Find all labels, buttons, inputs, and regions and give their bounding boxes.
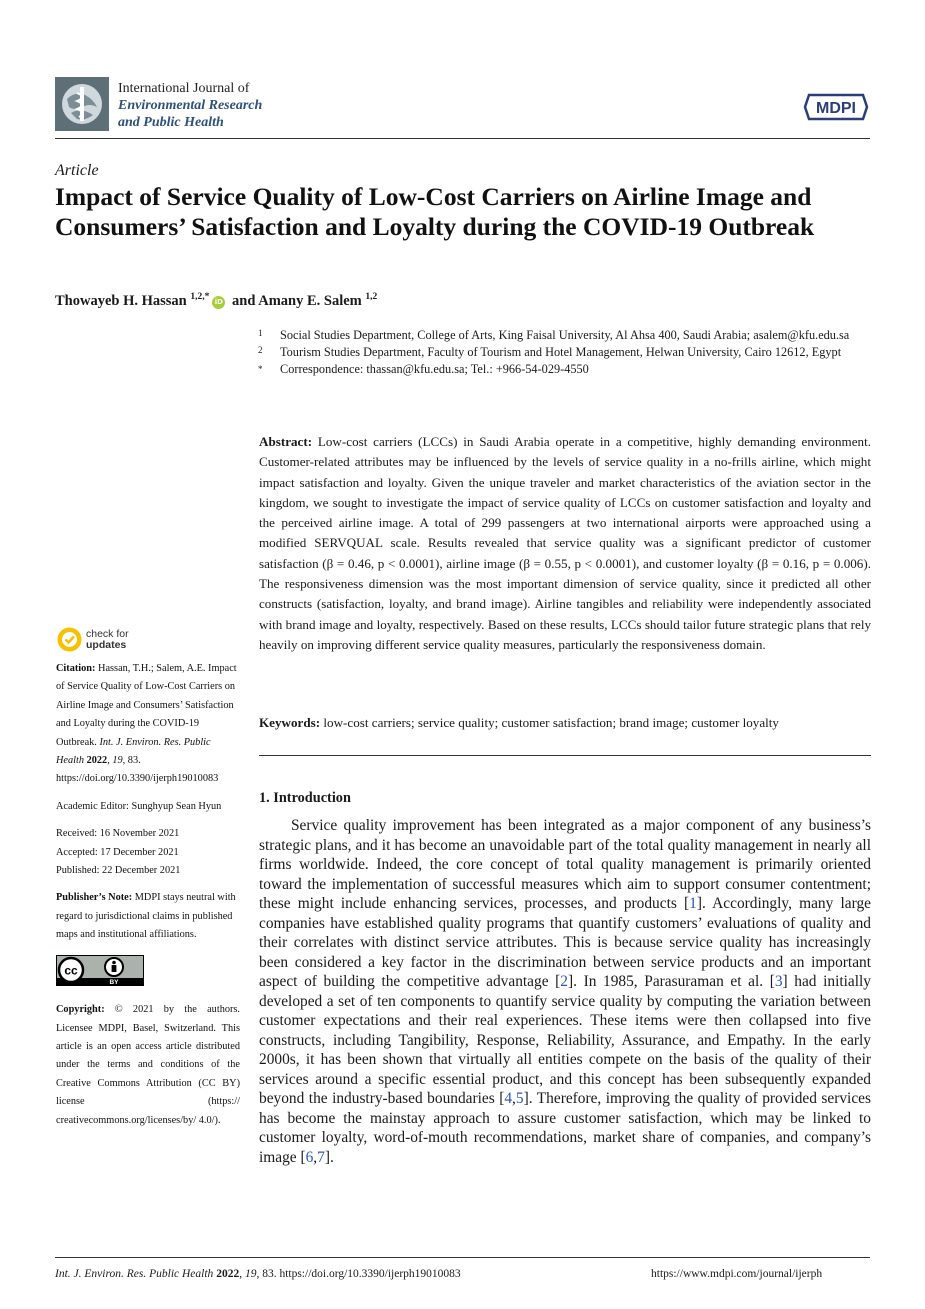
citation-link[interactable]: 6 (305, 1148, 314, 1166)
published-date: Published: 22 December 2021 (56, 865, 181, 877)
check-updates-line2: updates (86, 638, 127, 651)
section-divider (259, 755, 871, 756)
citation-link[interactable]: 5 (515, 1090, 524, 1107)
footer-divider (55, 1257, 870, 1258)
affiliation-item (258, 327, 858, 344)
affiliation-text: Tourism Studies Department, Faculty of Tourism and Hotel Management, Helwan University, Cairo 12612, Egypt (280, 344, 842, 359)
footer-doi[interactable]: , 83. https://doi.org/10.3390/ijerph19010083 (256, 1268, 461, 1280)
cc-by-license-icon[interactable] (56, 955, 144, 986)
article-type: Article (55, 162, 99, 179)
section-heading: 1. Introduction (259, 790, 351, 806)
affiliation-item (258, 344, 858, 361)
journal-name-line3: and Public Health (118, 115, 224, 130)
footer-year: 2022 (216, 1268, 240, 1280)
journal-name-line2: Environmental Research (118, 98, 263, 113)
citation-link[interactable]: 7 (317, 1148, 325, 1166)
citation-label: Citation: (56, 663, 96, 674)
mdpi-logo (803, 89, 869, 125)
journal-logo (55, 77, 109, 131)
author-list (55, 292, 377, 310)
publisher-note (56, 889, 240, 944)
correspondence (258, 361, 858, 378)
footer-journal: Int. J. Environ. Res. Public Health (55, 1268, 214, 1280)
citation-doi[interactable]: , 83. https://doi.org/10.3390/ijerph19010083 (56, 755, 219, 785)
intro-text: , (313, 1148, 318, 1166)
check-updates-icon (57, 627, 82, 652)
affiliation-text: Social Studies Department, College of Arts, King Faisal University, Al Ahsa 400, Saudi Arabia; asalem@kfu.edu.sa (280, 328, 850, 342)
correspondence-text: Correspondence: thassan@kfu.edu.sa; Tel.: +966-54-029-4550 (280, 361, 589, 376)
footer-volume: 19 (244, 1268, 257, 1280)
author-affiliation-marks: 1,2,* (190, 292, 210, 302)
correspondence-marker: * (258, 363, 263, 374)
mdpi-logo-text: MDPI (816, 100, 856, 117)
check-for-updates-button[interactable] (57, 627, 147, 657)
intro-text: , (512, 1090, 516, 1107)
intro-text: ] had initially developed a set of ten components to quantify service quality by computing the variation between customer expectations and their real experiences. These items were then collapsed into five constructs, including Tangibility, Response, Reliability, Assurance, and Empathy. In the early 2000s, it has been shown that virtually all entities compete on the basis of the quality of their services around a specific essential product, and this concept has been subsequently expanded beyond the industry-based boundaries [ (259, 973, 872, 1107)
orcid-icon[interactable]: iD (212, 296, 225, 309)
abstract-text: Low-cost carriers (LCCs) in Saudi Arabia operate in a competitive, highly demanding environment. Customer-related attributes may be influenced by the levels of service quality in a no-frills airline, which might impact satisfaction and loyalty. Given the unique traveler and market characteristics of the aviation sector in the kingdom, we sought to investigate the impact of service quality of LCCs on customer satisfaction and loyalty and the perceived airline image. A total of 299 passengers at two international airports were approached using a modified SERVQUAL scale. Results revealed that service quality was a significant predictor of customer satisfaction (β = 0.46, p < 0.0001), airline image (β = 0.55, p < 0.0001), and customer loyalty (β = 0.16, p = 0.006). The responsiveness dimension was the most important dimension of service quality, since it predicted all other constructs (satisfaction, loyalty, and brand image). Airline tangibles and reliability were independently associated with brand image and loyalty, respectively. Based on these results, LCCs should tailor future strategic plans that rely heavily on improving different service quality measures, particularly the responsiveness domain. (259, 434, 871, 652)
copyright-label: Copyright: (56, 1004, 105, 1016)
header-divider (55, 138, 870, 139)
copyright-text: © 2021 by the authors. Licensee MDPI, Basel, Switzerland. This article is an open access article distributed under the terms and conditions of the Creative Commons Attribution (CC BY) license (https:// creativecommons.org/licenses/by/ 4.0/). (56, 1004, 241, 1126)
copyright-block (56, 1001, 240, 1130)
intro-paragraph (259, 816, 871, 1167)
keywords-label: Keywords: (259, 715, 321, 730)
citation-volume: 19 (112, 755, 123, 767)
academic-editor: Academic Editor: Sunghyup Sean Hyun (56, 800, 222, 812)
keywords (259, 713, 871, 733)
citation-journal: Int. J. Environ. Res. Public Health (56, 736, 211, 767)
received-date: Received: 16 November 2021 (56, 828, 180, 840)
citation-link[interactable]: 2 (560, 973, 568, 990)
article-title: Impact of Service Quality of Low-Cost Carriers on Airline Image and Consumers’ Satisfaction and Loyalty during the COVID-19 Outbreak (55, 182, 815, 241)
citation-year: 2022 (86, 755, 108, 767)
citation-link[interactable]: 4 (504, 1090, 513, 1107)
intro-text: Service quality improvement has been integrated as a major component of any business’s strategic plans, and it has become an unavoidable part of the total quality management in nearly all firms worldwide. Indeed, the core concept of total quality management is primarily oriented toward the implementation of successful measures which aim to support consumer contentment; these might include enhancing services, processes, and products [ (259, 817, 871, 912)
author-separator: and (232, 292, 256, 309)
accepted-date: Accepted: 17 December 2021 (56, 846, 179, 858)
keywords-text: low-cost carriers; service quality; customer satisfaction; brand image; customer loyalty (323, 715, 779, 730)
article-info-sidebar (56, 660, 240, 1130)
journal-name-line1: International Journal of (118, 81, 250, 96)
citation-link[interactable]: 3 (774, 973, 783, 990)
cc-label: cc (64, 963, 78, 978)
author-name[interactable]: Thowayeb H. Hassan (55, 292, 187, 309)
publisher-note-text: MDPI stays neutral with regard to jurisdictional claims in published maps and institutional affiliations. (56, 892, 236, 941)
affiliations (258, 327, 858, 377)
abstract (259, 432, 871, 655)
intro-text: ]. (324, 1148, 334, 1166)
affiliation-marker: 1 (258, 328, 263, 338)
intro-text: ]. In 1985, Parasuraman et al. [ (567, 973, 775, 990)
check-updates-text (86, 629, 129, 650)
affiliation-marker: 2 (258, 344, 263, 355)
citation-link[interactable]: 1 (689, 895, 697, 912)
citation-block: Citation: Hassan, T.H.; Salem, A.E. Impact of Service Quality of Low-Cost Carriers on Airline Image and Consumers’ Satisfaction and Loyalty during the COVID-19 Outbreak. Int. J. Environ. Res. Public Health 2022, 19, 83. https://doi.org/10.3390/ijerph19010083 (56, 663, 237, 785)
footer-journal-url[interactable]: https://www.mdpi.com/journal/ijerph (651, 1268, 823, 1280)
author-affiliation-marks: 1,2 (365, 292, 378, 302)
abstract-label: Abstract: (259, 434, 313, 449)
author-name[interactable]: Amany E. Salem (258, 292, 362, 309)
intro-text: ]. Therefore, improving the quality of provided services has become the mainstay approach to assure customer satisfaction, which may be linked to customer loyalty, word-of-mouth recommendations, market share of companies, and company’s image [ (259, 1090, 871, 1166)
journal-name (118, 80, 262, 131)
intro-text: ]. Accordingly, many large companies have established quality programs that quantify customers’ evaluations of quality and their correlates with distinct service attributes. This is because service quality has increasingly been considered a key factor in the discrimination between service products and an important aspect of building the competitive advantage [ (259, 895, 871, 990)
citation-text: Hassan, T.H.; Salem, A.E. Impact of Service Quality of Low-Cost Carriers on Airline Image and Consumers’ Satisfaction and Loyalty during the COVID-19 Outbreak. (56, 663, 237, 748)
publisher-note-label: Publisher’s Note: (56, 892, 133, 904)
cc-by-label: BY (109, 978, 119, 986)
check-updates-line1: check for (86, 628, 129, 640)
footer-citation: Int. J. Environ. Res. Public Health 2022, 19, 83. https://doi.org/10.3390/ijerph19010083 (55, 1268, 461, 1280)
